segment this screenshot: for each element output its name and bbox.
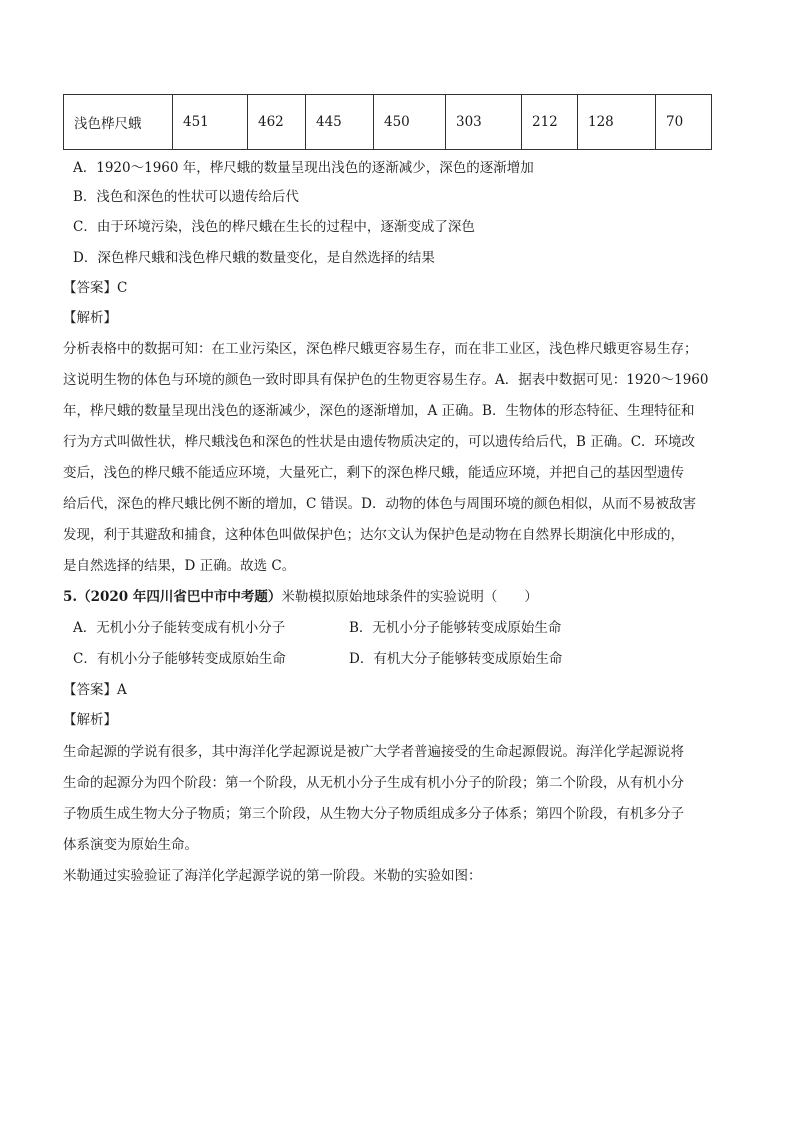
moth-count-table xyxy=(63,94,712,150)
q4-analysis-line: 分析表格中的数据可知：在工业污染区，深色桦尺蛾更容易生存，而在非工业区，浅色桦尺蛾更容易生存； xyxy=(63,341,698,357)
table-cell: 450 xyxy=(374,95,446,150)
q5-analysis-heading: 【解析】 xyxy=(63,712,117,728)
q5-option-a: A．无机小分子能转变成有机小分子 xyxy=(73,620,286,636)
q4-option-a: A．1920～1960 年，桦尺蛾的数量呈现出浅色的逐渐减少，深色的逐渐增加 xyxy=(73,160,534,176)
q5-analysis-line: 生命起源的学说有很多，其中海洋化学起源说是被广大学者普遍接受的生命起源假说。海洋化学起源说将 xyxy=(63,744,684,760)
q4-analysis-line: 是自然选择的结果，D 正确。故选 C。 xyxy=(63,558,296,574)
q4-option-c: C．由于环境污染，浅色的桦尺蛾在生长的过程中，逐渐变成了深色 xyxy=(73,219,475,235)
q5-option-c: C．有机小分子能够转变成原始生命 xyxy=(73,651,286,667)
q4-option-b: B．浅色和深色的性状可以遗传给后代 xyxy=(73,189,299,205)
row-label-cell: 浅色桦尺蛾 xyxy=(64,95,173,150)
q5-answer: 【答案】A xyxy=(63,682,127,698)
q5-question: 米勒模拟原始地球条件的实验说明（ ） xyxy=(281,589,538,605)
q4-analysis-line: 年，桦尺蛾的数量呈现出浅色的逐渐减少，深色的逐渐增加，A 正确。B．生物体的形态特征、生理特征和 xyxy=(63,403,695,419)
q5-stem xyxy=(63,587,538,607)
table-row xyxy=(64,95,712,150)
table-cell: 128 xyxy=(578,95,656,150)
q4-analysis-line: 发现，利于其避敌和捕食，这种体色叫做保护色；达尔文认为保护色是动物在自然界长期演化中形成的， xyxy=(63,527,684,543)
q5-analysis-line: 米勒通过实验验证了海洋化学起源学说的第一阶段。米勒的实验如图： xyxy=(63,868,482,884)
q4-option-d: D．深色桦尺蛾和浅色桦尺蛾的数量变化，是自然选择的结果 xyxy=(73,250,435,266)
table-cell: 212 xyxy=(522,95,578,150)
q5-option-b: B．无机小分子能够转变成原始生命 xyxy=(349,620,562,636)
q4-analysis-line: 这说明生物的体色与环境的颜色一致时即具有保护色的生物更容易生存。A．据表中数据可见：1920～1960 xyxy=(63,372,709,388)
table-cell: 70 xyxy=(656,95,712,150)
q5-option-d: D．有机大分子能够转变成原始生命 xyxy=(349,651,563,667)
table-cell: 451 xyxy=(173,95,248,150)
q4-analysis-line: 行为方式叫做性状，桦尺蛾浅色和深色的性状是由遗传物质决定的，可以遗传给后代，B 正确。C．环境改 xyxy=(63,434,696,450)
q5-number: 5. xyxy=(63,589,78,605)
q4-analysis-line: 变后，浅色的桦尺蛾不能适应环境，大量死亡，剩下的深色桦尺蛾，能适应环境，并把自己的基因型遗传 xyxy=(63,465,684,481)
q5-source: （2020 年四川省巴中市中考题） xyxy=(77,589,282,605)
q5-analysis-line: 体系演变为原始生命。 xyxy=(63,837,198,853)
q4-analysis-line: 给后代，深色的桦尺蛾比例不断的增加，C 错误。D．动物的体色与周围环境的颜色相似，从而不易被敌害 xyxy=(63,496,696,512)
q4-answer: 【答案】C xyxy=(63,280,128,296)
q5-analysis-line: 生命的起源分为四个阶段：第一个阶段，从无机小分子生成有机小分子的阶段；第二个阶段，从有机小分 xyxy=(63,775,684,791)
table-cell: 303 xyxy=(446,95,522,150)
q5-analysis-line: 子物质生成生物大分子物质；第三个阶段，从生物大分子物质组成多分子体系；第四个阶段，有机多分子 xyxy=(63,806,684,822)
table-cell: 445 xyxy=(306,95,374,150)
table-cell: 462 xyxy=(248,95,306,150)
q4-analysis-heading: 【解析】 xyxy=(63,310,117,326)
